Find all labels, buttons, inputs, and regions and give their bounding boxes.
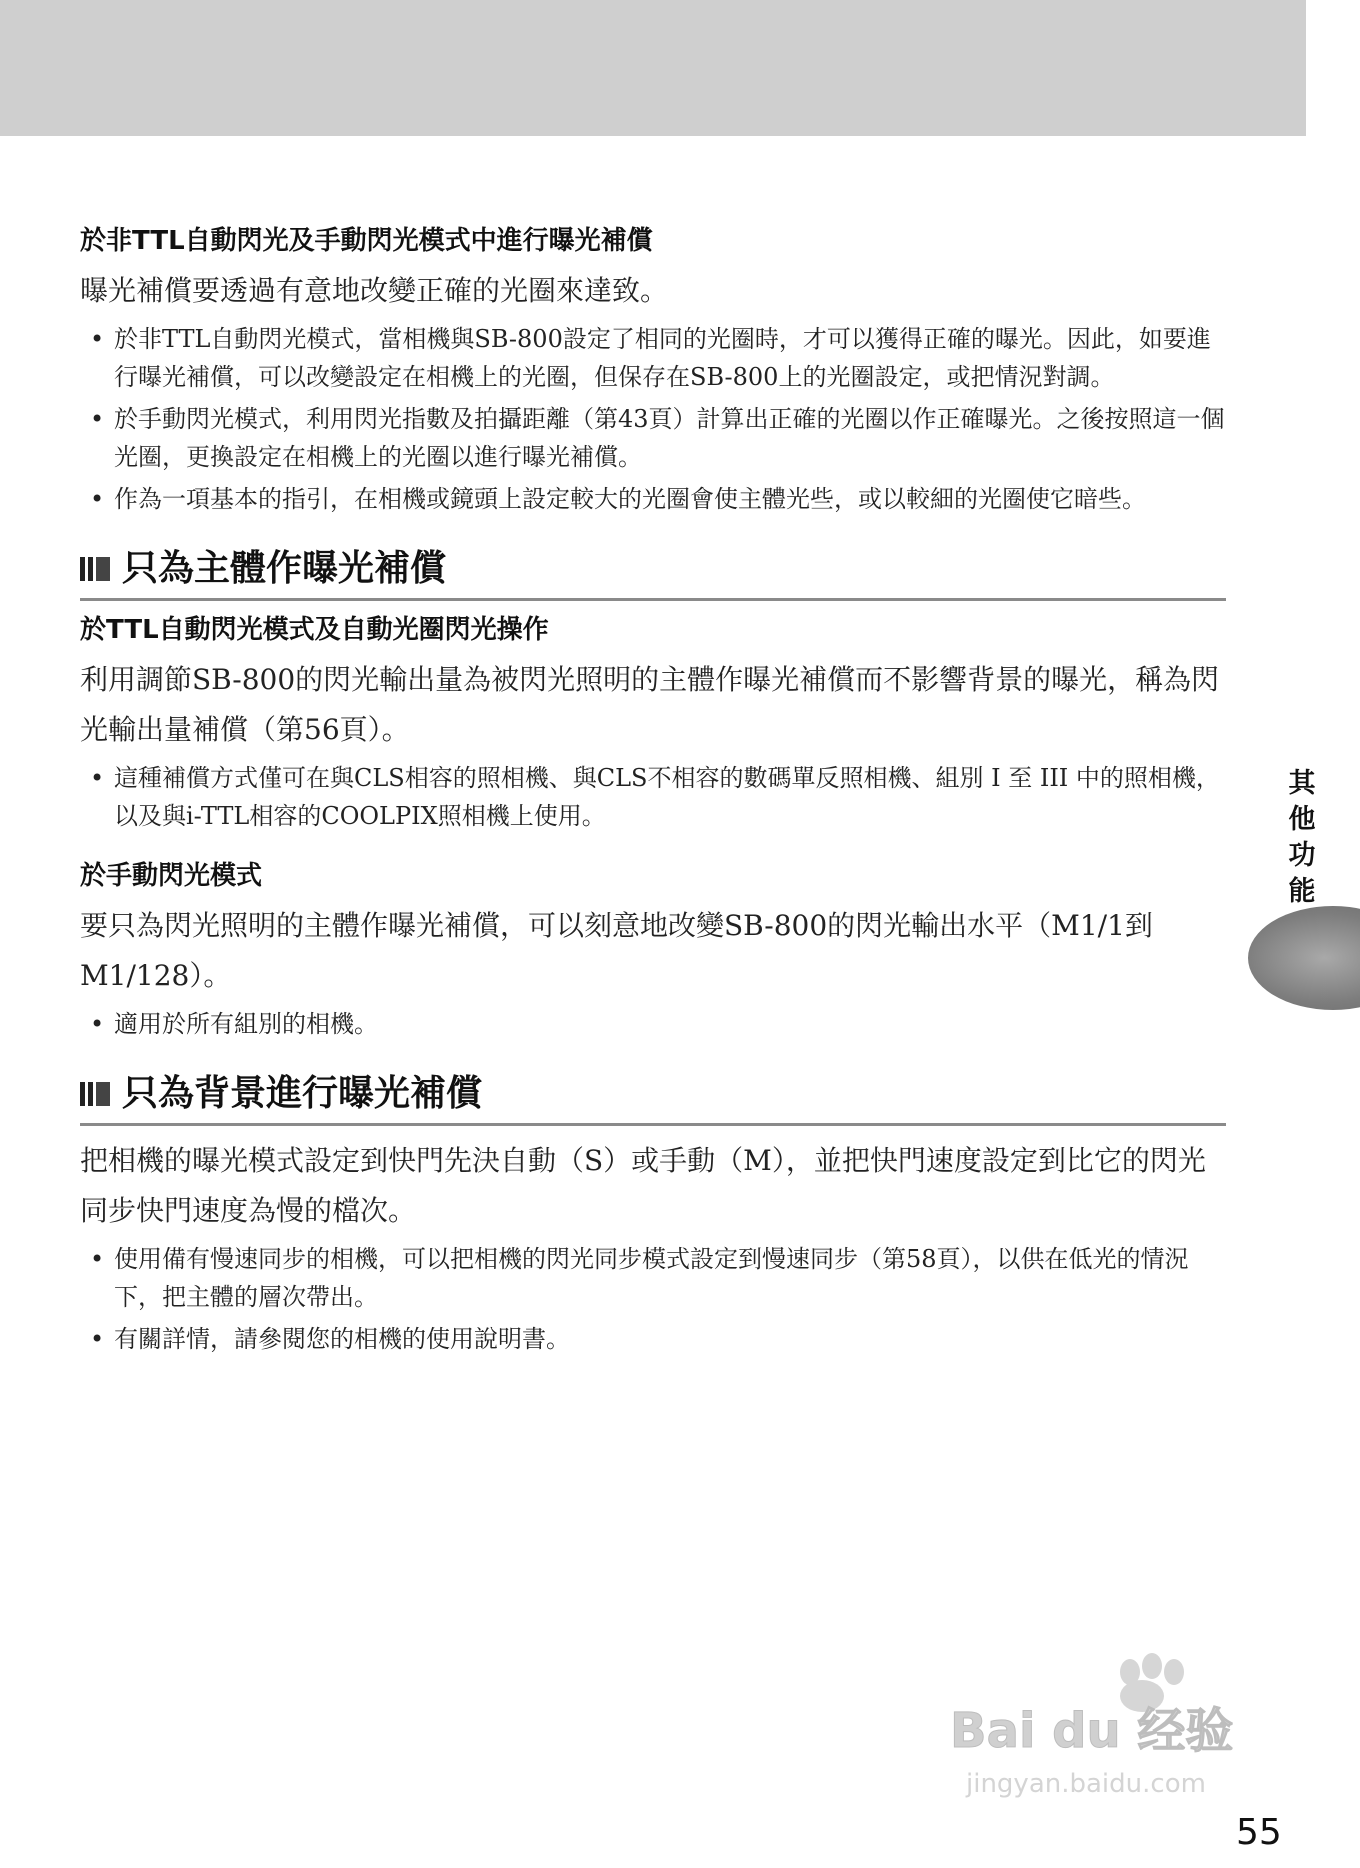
bullet-text: 於手動閃光模式，利用閃光指數及拍攝距離（第43頁）計算出正確的光圈以作正確曝光。之後按照這一個光圈，更換設定在相機上的光圈以進行曝光補償。 — [114, 405, 1225, 471]
section-heading-background — [80, 1069, 1226, 1126]
page-number: 55 — [1236, 1812, 1282, 1853]
watermark-brand: Bai du 经验 — [950, 1703, 1234, 1759]
bullet-icon: • — [90, 405, 105, 433]
bullet-list — [80, 759, 1226, 835]
bullet-list — [80, 1240, 1226, 1358]
side-tab-oval — [1248, 906, 1360, 1010]
side-tab-label: 其他功能 — [1288, 768, 1316, 907]
lead-text: 要只為閃光照明的主體作曝光補償，可以刻意地改變SB-800的閃光輸出水平（M1/1到M1/128）。 — [80, 909, 1153, 992]
list-item — [80, 480, 1226, 518]
bullet-text: 適用於所有組別的相機。 — [114, 1010, 378, 1038]
list-item — [80, 320, 1226, 396]
subheading-manual: 於手動閃光模式 — [80, 861, 263, 891]
section-marker-icon — [80, 557, 110, 581]
bullet-text: 使用備有慢速同步的相機，可以把相機的閃光同步模式設定到慢速同步（第58頁），以供在低光的情況下，把主體的層次帶出。 — [114, 1245, 1189, 1311]
bullet-icon: • — [90, 485, 105, 513]
watermark-url: jingyan.baidu.com — [966, 1769, 1206, 1799]
bullet-icon: • — [90, 764, 105, 792]
list-item — [80, 759, 1226, 835]
header-band — [0, 0, 1306, 136]
bullet-icon: • — [90, 1325, 105, 1353]
lead-text: 把相機的曝光模式設定到快門先決自動（S）或手動（M），並把快門速度設定到比它的閃光同步快門速度為慢的檔次。 — [80, 1144, 1206, 1227]
section-marker-icon — [80, 1082, 110, 1106]
list-item — [80, 1320, 1226, 1358]
bullet-text: 這種補償方式僅可在與CLS相容的照相機、與CLS不相容的數碼單反照相機、組別 I 至 III 中的照相機，以及與i-TTL相容的COOLPIX照相機上使用。 — [114, 764, 1220, 830]
section-heading-subject — [80, 544, 1226, 601]
page-content — [80, 222, 1226, 1362]
bullet-list — [80, 320, 1226, 518]
bullet-icon: • — [90, 1010, 105, 1038]
bullet-text: 有關詳情，請參閱您的相機的使用說明書。 — [114, 1325, 570, 1353]
section-title: 只為背景進行曝光補償 — [122, 1073, 483, 1114]
bullet-icon: • — [90, 325, 105, 353]
lead-text: 曝光補償要透過有意地改變正確的光圈來達致。 — [80, 274, 669, 307]
subheading-ttl: 於TTL自動閃光模式及自動光圈閃光操作 — [80, 615, 549, 645]
bullet-text: 於非TTL自動閃光模式，當相機與SB-800設定了相同的光圈時，才可以獲得正確的曝光。因此，如要進行曝光補償，可以改變設定在相機上的光圈，但保存在SB-800上的光圈設定，或把情況對調。 — [114, 325, 1211, 391]
list-item — [80, 400, 1226, 476]
bullet-icon: • — [90, 1245, 105, 1273]
bullet-list — [80, 1005, 1226, 1043]
bullet-text: 作為一項基本的指引，在相機或鏡頭上設定較大的光圈會使主體光些，或以較細的光圈使它暗些。 — [114, 485, 1146, 513]
list-item — [80, 1240, 1226, 1316]
list-item — [80, 1005, 1226, 1043]
lead-text: 利用調節SB-800的閃光輸出量為被閃光照明的主體作曝光補償而不影響背景的曝光，稱為閃光輸出量補償（第56頁）。 — [80, 663, 1220, 746]
baidu-watermark-icon — [930, 1652, 1290, 1802]
subheading-non-ttl: 於非TTL自動閃光及手動閃光模式中進行曝光補償 — [80, 226, 653, 256]
section-title: 只為主體作曝光補償 — [122, 548, 447, 589]
